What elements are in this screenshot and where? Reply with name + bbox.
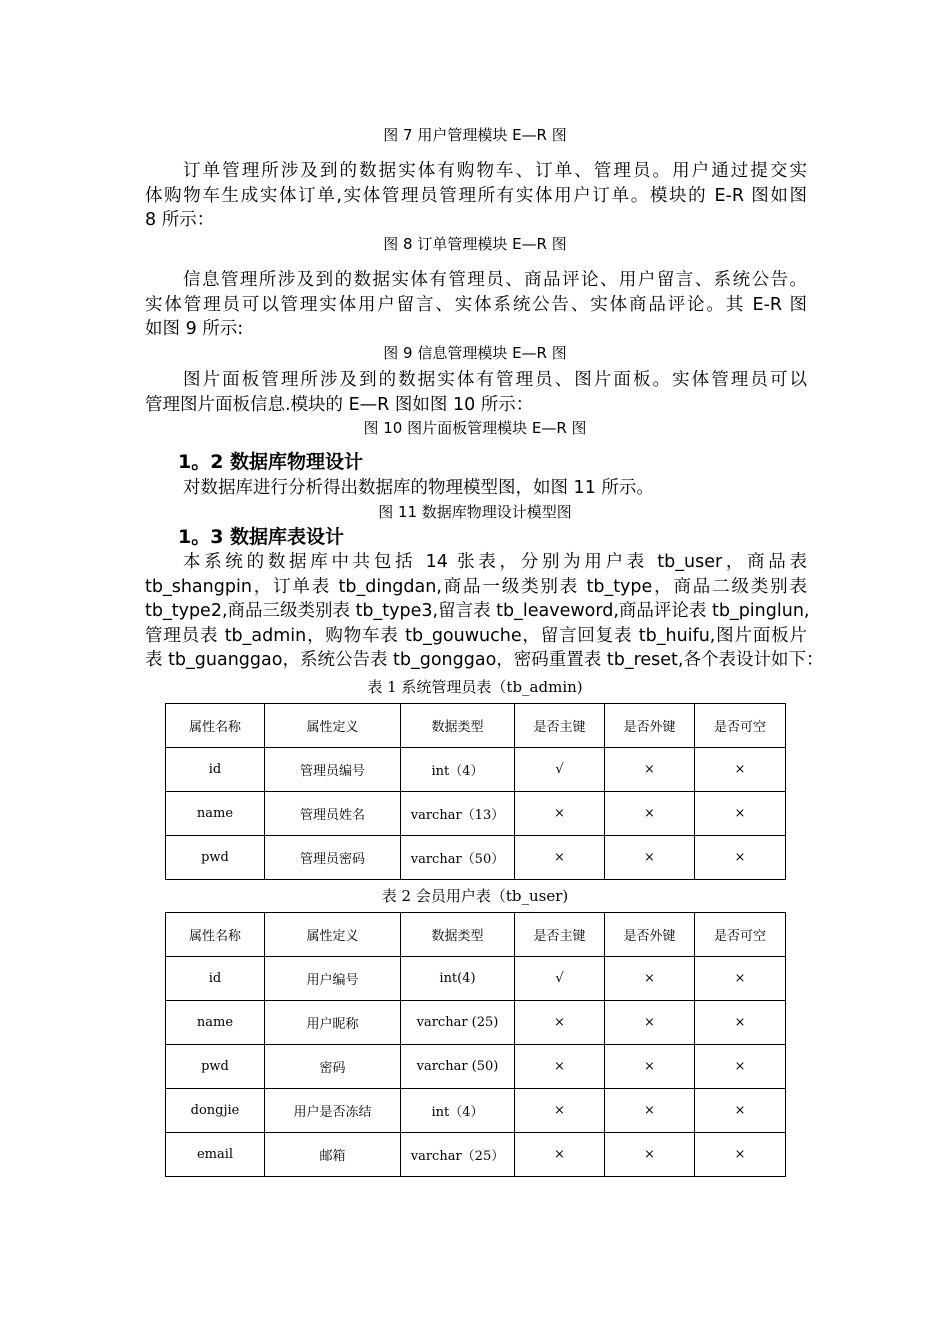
header-cell: 属性名称 — [166, 704, 265, 748]
table-cell: int（4） — [401, 1089, 515, 1133]
table-cell: 邮箱 — [265, 1133, 401, 1177]
table-row — [166, 792, 786, 836]
table-cell: × — [605, 792, 695, 836]
table-row — [166, 836, 786, 880]
physical-paragraph — [145, 476, 807, 501]
table-cell: id — [166, 748, 265, 792]
table-header-row — [166, 704, 786, 748]
order-paragraph — [145, 159, 807, 233]
section-heading-table-design: 1。3 数据库表设计 — [178, 526, 345, 548]
table-cell: name — [166, 792, 265, 836]
paragraph-line: 实体管理员可以管理实体用户留言、实体系统公告、实体商品评论。其 E-R 图 — [145, 294, 807, 315]
table-1-caption: 表 1 系统管理员表（tb_admin) — [367, 678, 583, 696]
paragraph-line: 信息管理所涉及到的数据实体有管理员、商品评论、用户留言、系统公告。 — [183, 270, 807, 290]
table-row — [166, 1001, 786, 1045]
table-cell: 密码 — [265, 1045, 401, 1089]
header-cell: 属性定义 — [265, 913, 401, 957]
figure-9-caption: 图 9 信息管理模块 E—R 图 — [383, 344, 567, 362]
header-cell: 是否外键 — [605, 704, 695, 748]
table-cell: × — [515, 792, 605, 836]
table-cell: × — [605, 748, 695, 792]
table-cell: 用户昵称 — [265, 1001, 401, 1045]
table-cell: × — [515, 1045, 605, 1089]
table-row — [166, 1089, 786, 1133]
figure-10-caption: 图 10 图片面板管理模块 E—R 图 — [363, 419, 587, 437]
table-cell: id — [166, 957, 265, 1001]
table-cell: email — [166, 1133, 265, 1177]
table-cell: varchar（13） — [401, 792, 515, 836]
table-row — [166, 1133, 786, 1177]
table-cell: × — [695, 1045, 786, 1089]
table-cell: × — [605, 1089, 695, 1133]
figure-11-caption: 图 11 数据库物理设计模型图 — [378, 503, 572, 521]
user-table — [165, 912, 786, 1177]
header-cell: 是否可空 — [695, 704, 786, 748]
table-cell: 管理员编号 — [265, 748, 401, 792]
table-cell: 用户是否冻结 — [265, 1089, 401, 1133]
table-cell: × — [605, 1133, 695, 1177]
table-2-caption: 表 2 会员用户表（tb_user) — [381, 887, 569, 905]
table-cell: × — [695, 1133, 786, 1177]
table-cell: int(4) — [401, 957, 515, 1001]
table-cell: varchar（50） — [401, 836, 515, 880]
table-cell: × — [695, 792, 786, 836]
paragraph-line: 管理员表 tb_admin，购物车表 tb_gouwuche，留言回复表 tb_huifu,图片面板片 — [145, 625, 807, 646]
header-cell: 数据类型 — [401, 704, 515, 748]
paragraph-line: 体购物车生成实体订单,实体管理员管理所有实体用户订单。模块的 E-R 图如图 — [145, 185, 807, 206]
table-cell: × — [515, 1133, 605, 1177]
table-cell: varchar (25) — [401, 1001, 515, 1045]
header-cell: 是否外键 — [605, 913, 695, 957]
table-cell: × — [695, 957, 786, 1001]
table-cell: × — [605, 957, 695, 1001]
table-cell: varchar (50) — [401, 1045, 515, 1089]
paragraph-line: 对数据库进行分析得出数据库的物理模型图，如图 11 所示。 — [183, 478, 654, 498]
paragraph-line: 如图 9 所示: — [145, 319, 244, 339]
section-heading-physical-design: 1。2 数据库物理设计 — [178, 451, 364, 473]
table-cell: × — [695, 1001, 786, 1045]
table-cell: varchar（25） — [401, 1133, 515, 1177]
paragraph-line: 8 所示： — [145, 210, 215, 230]
table-cell: 用户编号 — [265, 957, 401, 1001]
header-cell: 属性定义 — [265, 704, 401, 748]
table-cell: × — [605, 1045, 695, 1089]
table-cell: × — [695, 1089, 786, 1133]
paragraph-line: 管理图片面板信息.模块的 E—R 图如图 10 所示： — [145, 394, 534, 415]
info-paragraph — [145, 268, 807, 342]
tables-paragraph — [145, 550, 824, 673]
paragraph-line: 本系统的数据库中共包括 14 张表，分别为用户表 tb_user，商品表 — [183, 552, 807, 572]
table-cell: × — [515, 836, 605, 880]
table-cell: 管理员姓名 — [265, 792, 401, 836]
paragraph-line: tb_type2,商品三级类别表 tb_type3,留言表 tb_leaveword,商品评论表 tb_pinglun, — [145, 601, 810, 621]
paragraph-line: tb_shangpin，订单表 tb_dingdan,商品一级类别表 tb_type，商品二级类别表 — [145, 576, 807, 597]
table-cell: × — [515, 1001, 605, 1045]
figure-7-caption: 图 7 用户管理模块 E—R 图 — [383, 126, 567, 144]
table-cell: 管理员密码 — [265, 836, 401, 880]
table-header-row — [166, 913, 786, 957]
paragraph-line: 表 tb_guanggao，系统公告表 tb_gonggao，密码重置表 tb_reset,各个表设计如下： — [145, 650, 824, 670]
table-cell: √ — [515, 748, 605, 792]
paragraph-line: 订单管理所涉及到的数据实体有购物车、订单、管理员。用户通过提交实 — [183, 161, 807, 181]
figure-8-caption: 图 8 订单管理模块 E—R 图 — [383, 235, 567, 253]
table-row — [166, 1045, 786, 1089]
header-cell: 数据类型 — [401, 913, 515, 957]
table-cell: × — [695, 748, 786, 792]
table-cell: √ — [515, 957, 605, 1001]
table-cell: × — [605, 1001, 695, 1045]
table-row — [166, 748, 786, 792]
header-cell: 属性名称 — [166, 913, 265, 957]
header-cell: 是否主键 — [515, 913, 605, 957]
admin-table — [165, 703, 786, 880]
paragraph-line: 图片面板管理所涉及到的数据实体有管理员、图片面板。实体管理员可以 — [183, 370, 807, 390]
table-cell: × — [695, 836, 786, 880]
table-cell: int（4） — [401, 748, 515, 792]
table-cell: name — [166, 1001, 265, 1045]
table-cell: × — [605, 836, 695, 880]
header-cell: 是否主键 — [515, 704, 605, 748]
table-cell: × — [515, 1089, 605, 1133]
table-cell: pwd — [166, 836, 265, 880]
table-cell: pwd — [166, 1045, 265, 1089]
table-row — [166, 957, 786, 1001]
panel-paragraph — [145, 368, 807, 417]
table-cell: dongjie — [166, 1089, 265, 1133]
header-cell: 是否可空 — [695, 913, 786, 957]
